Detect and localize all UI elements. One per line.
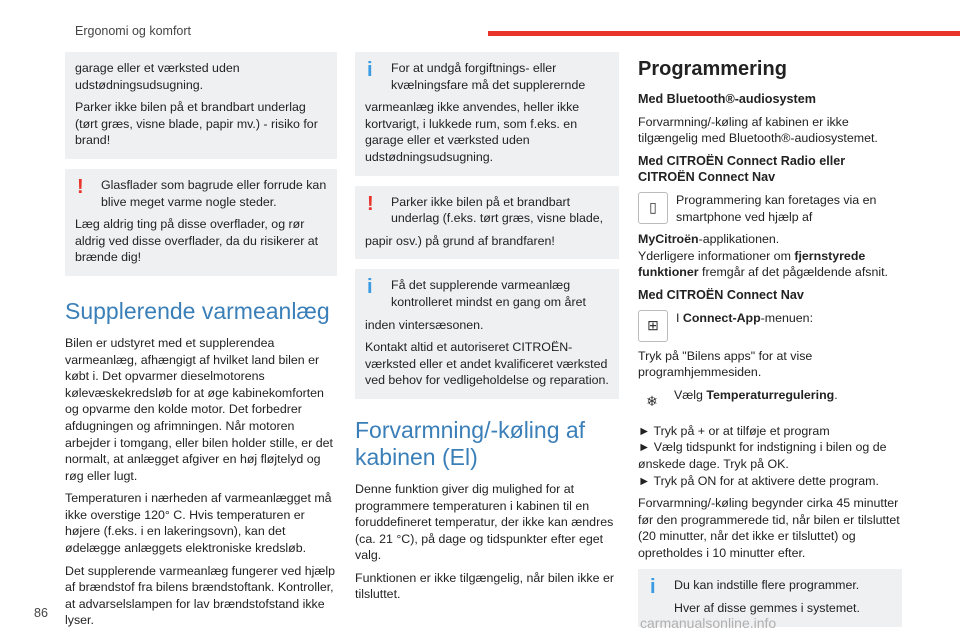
connect-app-name: Connect-App [682,310,761,325]
app-name: MyCitroën [638,232,699,247]
temperature-row [638,387,902,417]
step-item: ► Tryk på + or at tilføje et program [638,423,830,438]
body-paragraph: Funktionen er ikke tilgængelig, når bilen ikke er tilsluttet. [355,570,614,602]
warning-text: Glasflader som bagrude eller forrude kan blive meget varme nogle steder. [101,177,327,209]
body-paragraph [674,387,838,404]
subheading-bluetooth: Med Bluetooth®-audiosystem [638,92,816,106]
body-paragraph: Forvarmning/-køling begynder cirka 45 minutter før den programmerede tid, når bilen er tilsluttet (20 minutter, når det ikke er tilsluttet) og opretholdes i 10 minutter efter. [638,496,900,560]
info-text: inden vintersæsonen. [365,317,484,332]
subheading-connect-nav: Med CITROËN Connect Nav [638,287,804,302]
connect-app-row [638,310,902,342]
body-paragraph: Det supplerende varmeanlæg fungerer ved hjælp af brændstof fra bilens brændstoftank. Kontroller, at advarselslampen for lav brændstofstand ikke lyser. [65,563,335,628]
header-accent-bar [488,31,960,36]
warning-text: Læg aldrig ting på disse overflader, og rør aldrig ved disse overflader, da du risikerer at brænde dig! [75,217,319,265]
body-paragraph: Temperaturen i nærheden af varmeanlægget må ikke overstige 120° C. Hvis temperaturen er højere (f.eks. i en lakeringsovn), kan det ødelægge anlæggets elektroniske kredsløb. [65,491,332,556]
info-text: For at undgå forgiftnings- eller kvælningsfare må det supplerernde [391,61,586,92]
body-paragraph [638,231,902,281]
running-header: Ergonomi og komfort [75,24,192,38]
column-3 [638,52,902,637]
connect-app-prefix: I [676,310,683,325]
page-number: 86 [34,606,48,620]
info-text: Kontakt altid et autoriseret CITROËN-værksted eller et andet kvalificeret værksted ved behov for vedligeholdelse og reparation. [365,340,609,388]
body-paragraph: Tryk på "Bilens apps" for at vise programhjemmesiden. [638,348,813,380]
warning-text: Parker ikke bilen på et brandbart underlag (f.eks. tørt græs, visne blade, [391,194,604,226]
smartphone-row [638,192,902,231]
warning-box-glass [65,169,337,276]
temperature-regulation-label: Temperaturregulering [706,387,835,402]
subheading-connect-radio-nav: Med CITROËN Connect Radio eller CITROËN Connect Nav [638,153,846,185]
smartphone-icon: ▯ [638,192,668,224]
info-text: Få det supplerende varmeanlæg kontrolleret mindst en gang om året [391,278,586,309]
remote-tail: fremgår af det pågældende afsnit. [698,265,888,280]
info-box-service [355,269,619,399]
info-text: varmeanlæg ikke anvendes, heller ikke kortvarigt, i lukkede rum, som f.eks. en garage eller et værksted uden udstødningsudsugning. [365,100,580,164]
section-title-forvarmning: Forvarmning/-køling af kabinen (El) [355,416,586,470]
info-text: Hver af disse gemmes i systemet. [674,601,860,616]
note-text: garage eller et værksted uden udstødningsudsugning. [75,61,240,92]
info-icon: i [367,276,373,299]
warning-box-park [355,186,619,260]
body-paragraph: Forvarmning/-køling af kabinen er ikke tilgængelig med Bluetooth®-audiosystemet. [638,114,878,146]
connect-app-suffix: -menuen: [760,310,814,325]
body-paragraph [676,310,813,327]
app-grid-icon: ⊞ [638,310,668,342]
select-suffix: . [834,387,838,402]
section-title-supplerende: Supplerende varmeanlæg [65,297,330,324]
step-item: ► Tryk på ON for at aktivere dette program. [638,473,879,488]
body-paragraph: Denne funktion giver dig mulighed for at programmere temperaturen i kabinen til en foruddefineret temperatur, der ikke kan ændres (ca. 21 °C), på dage og tidspunkter efter eget valg. [355,481,614,563]
info-icon: i [650,576,656,599]
info-text: Du kan indstille flere programmer. [674,578,860,593]
warning-icon: ! [77,175,84,198]
note-text: Parker ikke bilen på et brandbart underlag (tørt græs, visne blade, papir mv.) - risiko for brand! [75,100,318,148]
body-paragraph: Programmering kan foretages via en smartphone ved hjælp af [676,192,877,224]
temperature-regulation-icon: ❄ [646,393,658,410]
column-2 [355,52,619,609]
warning-text: papir osv.) på grund af brandfaren! [365,233,555,248]
section-title-programmering: Programmering [638,58,787,80]
info-icon: i [367,59,373,81]
note-box-fire [65,52,337,159]
remote-intro: Yderligere informationer om [638,248,795,263]
warning-icon: ! [367,192,374,215]
select-prefix: Vælg [674,387,707,402]
app-suffix: -applikationen. [698,232,780,247]
remote-functions: fjernstyrede funktioner [638,248,866,280]
info-box-poison [355,52,619,176]
body-paragraph: Bilen er udstyret med et supplerendea varmeanlæg, afhængigt af hvilket land bilen er købt i. Det opvarmer dieselmotorens kølevæskekredsløb for at øge kabinekomforten og opvarme den kolde motor. Det forbedrer afdugningen og afrimningen. Når motoren arbejder i tomgang, eller bilen holder stille, er det normalt, at anlægget afgiver en høj fløjtelyd og røg eller lugt. [65,335,333,483]
column-1 [65,52,337,635]
watermark: carmanualsonline.info [640,615,777,631]
step-item: ► Vælg tidspunkt for indstigning i bilen og de ønskede dage. Tryk på OK. [638,440,887,471]
